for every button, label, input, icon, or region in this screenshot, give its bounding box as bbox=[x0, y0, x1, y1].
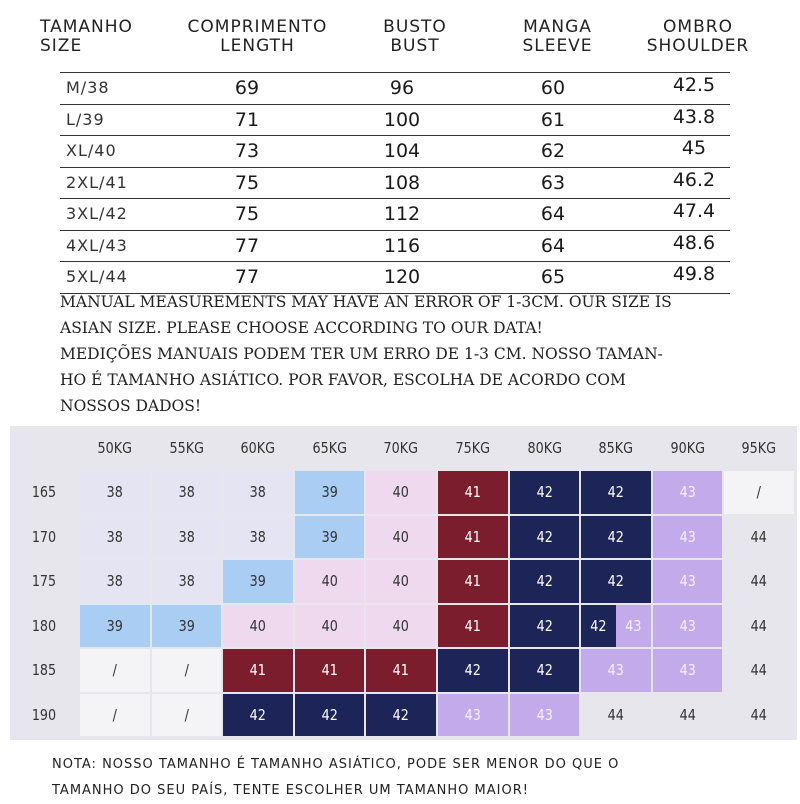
size-cell-label: 38 bbox=[178, 572, 195, 591]
table-row bbox=[60, 72, 730, 104]
size-cell-label: 39 bbox=[249, 572, 267, 591]
header-bust-pt: BUSTO bbox=[383, 17, 447, 37]
size-cell-label: 41 bbox=[464, 616, 481, 635]
shoulder-cell: 42.5 bbox=[672, 74, 716, 96]
size-cell-label: 41 bbox=[321, 661, 338, 680]
note-line: ASIAN SIZE. PLEASE CHOOSE ACCORDING TO OUR DATA! bbox=[60, 319, 543, 337]
length-cell: 69 bbox=[234, 77, 260, 99]
size-cell-label: 39 bbox=[321, 483, 338, 502]
size-cell-label: 42 bbox=[321, 705, 338, 724]
size-cell-label: 42 bbox=[536, 527, 553, 546]
weight-header-label: 70KG bbox=[383, 438, 419, 457]
size-cell-label: / bbox=[757, 483, 762, 502]
bust-cell: 120 bbox=[383, 266, 421, 288]
size-cell-label: 40 bbox=[249, 616, 267, 635]
header-shoulder bbox=[628, 18, 768, 56]
shoulder-cell: 45 bbox=[681, 137, 707, 159]
size-cell-label: 43 bbox=[679, 616, 696, 635]
table-row bbox=[60, 198, 730, 230]
size-cell-label: 44 bbox=[607, 705, 625, 724]
sleeve-cell: 60 bbox=[540, 77, 566, 99]
size-cell-label: 42 bbox=[536, 483, 553, 502]
note-line: MANUAL MEASUREMENTS MAY HAVE AN ERROR OF 1-3CM. OUR SIZE IS bbox=[60, 293, 672, 311]
size-cell: 4XL/43 bbox=[66, 235, 128, 255]
size-cell: 3XL/42 bbox=[66, 204, 128, 223]
size-cell: 2XL/41 bbox=[66, 172, 128, 192]
size-cell-label: 43 bbox=[625, 616, 642, 635]
length-cell: 73 bbox=[234, 140, 260, 162]
bust-cell: 104 bbox=[383, 140, 421, 162]
size-chart-table bbox=[60, 72, 730, 294]
size-cell-label: 42 bbox=[607, 527, 625, 546]
weight-header-label: 65KG bbox=[312, 438, 347, 457]
size-cell-label: 44 bbox=[751, 572, 768, 591]
size-cell-label: / bbox=[112, 661, 117, 680]
size-cell: M/38 bbox=[66, 78, 110, 97]
size-cell-label: 44 bbox=[679, 705, 696, 724]
header-length-pt: COMPRIMENTO bbox=[187, 17, 328, 37]
length-cell: 71 bbox=[234, 108, 260, 131]
size-cell-label: 42 bbox=[249, 705, 267, 724]
sleeve-cell: 65 bbox=[540, 266, 566, 288]
header-size bbox=[40, 18, 165, 56]
size-cell: L/39 bbox=[66, 109, 105, 129]
bottom-note-line: TAMANHO DO SEU PAÍS, TENTE ESCOLHER UM TAMANHO MAIOR! bbox=[52, 783, 529, 798]
header-bust bbox=[365, 18, 465, 56]
size-cell-label: 39 bbox=[178, 616, 195, 635]
size-cell-label: 40 bbox=[393, 483, 410, 502]
size-cell-label: 44 bbox=[751, 527, 768, 546]
size-cell-label: 40 bbox=[321, 616, 338, 635]
size-cell-label: 38 bbox=[178, 483, 195, 502]
size-cell-label: 43 bbox=[679, 527, 696, 546]
size-cell-label: 42 bbox=[536, 572, 553, 591]
size-cell: 5XL/44 bbox=[66, 267, 128, 286]
weight-height-size-grid bbox=[10, 426, 797, 740]
height-header-label: 165 bbox=[31, 483, 57, 502]
weight-header-label: 95KG bbox=[741, 438, 777, 457]
size-cell-label: 41 bbox=[393, 661, 410, 680]
table-row bbox=[60, 167, 730, 199]
shoulder-cell: 48.6 bbox=[672, 231, 716, 254]
size-cell-label: 42 bbox=[393, 705, 410, 724]
sleeve-cell: 64 bbox=[540, 203, 566, 225]
size-cell-label: 38 bbox=[249, 483, 267, 502]
bust-cell: 100 bbox=[383, 108, 421, 131]
size-cell-label: / bbox=[184, 661, 189, 680]
bottom-note-line: NOTA: NOSSO TAMANHO É TAMANHO ASIÁTICO, PODE SER MENOR DO QUE O bbox=[52, 757, 620, 772]
header-length bbox=[170, 18, 345, 56]
size-cell-label: 41 bbox=[464, 527, 481, 546]
bust-cell: 112 bbox=[383, 203, 421, 225]
bust-cell: 96 bbox=[389, 77, 415, 99]
height-header-label: 170 bbox=[31, 527, 57, 546]
size-cell-label: 42 bbox=[536, 661, 553, 680]
length-cell: 75 bbox=[234, 171, 260, 194]
size-chart-header bbox=[0, 18, 800, 62]
size-cell-label: 43 bbox=[464, 705, 481, 724]
size-cell-label: 38 bbox=[106, 483, 123, 502]
size-cell-label: 40 bbox=[393, 527, 410, 546]
height-header-label: 185 bbox=[31, 661, 57, 680]
note-line: HO É TAMANHO ASIÁTICO. POR FAVOR, ESCOLHA DE ACORDO COM bbox=[60, 371, 626, 389]
table-row bbox=[60, 135, 730, 167]
weight-header-label: 85KG bbox=[598, 438, 634, 457]
height-header-label: 175 bbox=[31, 572, 57, 591]
length-cell: 77 bbox=[234, 266, 260, 288]
size-cell-label: 43 bbox=[679, 661, 696, 680]
size-cell-label: 41 bbox=[464, 483, 481, 502]
size-cell-label: 38 bbox=[106, 527, 123, 546]
length-cell: 75 bbox=[234, 203, 260, 225]
header-sleeve-en: SLEEVE bbox=[522, 36, 593, 56]
header-size-en: SIZE bbox=[40, 36, 83, 56]
size-cell-label: 40 bbox=[321, 572, 338, 591]
size-cell-label: 39 bbox=[106, 616, 123, 635]
length-cell: 77 bbox=[234, 234, 260, 257]
size-cell-label: 40 bbox=[393, 572, 410, 591]
size-cell-label: / bbox=[184, 705, 189, 724]
size-cell-label: 42 bbox=[464, 661, 481, 680]
weight-header-label: 50KG bbox=[97, 438, 133, 457]
sleeve-cell: 64 bbox=[540, 234, 566, 257]
size-cell-label: 41 bbox=[464, 572, 481, 591]
shoulder-cell: 47.4 bbox=[672, 200, 716, 222]
bottom-note bbox=[52, 752, 792, 804]
header-shoulder-pt: OMBRO bbox=[663, 17, 733, 37]
weight-header-label: 55KG bbox=[169, 438, 204, 457]
size-cell-label: 43 bbox=[607, 661, 625, 680]
bust-cell: 108 bbox=[383, 171, 421, 194]
table-row bbox=[60, 230, 730, 262]
note-line: NOSSOS DADOS! bbox=[60, 397, 202, 415]
size-cell-label: 42 bbox=[590, 616, 607, 635]
size-cell-label: 41 bbox=[249, 661, 267, 680]
size-cell-label: 44 bbox=[751, 705, 768, 724]
sleeve-cell: 62 bbox=[540, 140, 566, 162]
note-line: MEDIÇÕES MANUAIS PODEM TER UM ERRO DE 1-3 CM. NOSSO TAMAN- bbox=[60, 345, 663, 363]
weight-header-label: 80KG bbox=[527, 438, 562, 457]
shoulder-cell: 46.2 bbox=[672, 168, 716, 191]
size-cell-label: 38 bbox=[178, 527, 195, 546]
size-cell-label: / bbox=[112, 705, 117, 724]
sleeve-cell: 63 bbox=[540, 171, 566, 194]
measurement-notes bbox=[60, 289, 760, 419]
shoulder-cell: 49.8 bbox=[672, 263, 716, 285]
size-cell-label: 43 bbox=[536, 705, 553, 724]
size-cell-label: 42 bbox=[607, 483, 625, 502]
table-row bbox=[60, 104, 730, 136]
size-cell-label: 44 bbox=[751, 661, 768, 680]
size-cell-label: 42 bbox=[607, 572, 625, 591]
size-cell-label: 39 bbox=[321, 527, 338, 546]
size-cell-label: 40 bbox=[393, 616, 410, 635]
height-header-label: 190 bbox=[31, 705, 57, 724]
size-cell-label: 44 bbox=[751, 616, 768, 635]
weight-header-label: 60KG bbox=[240, 438, 276, 457]
header-bust-en: BUST bbox=[390, 36, 440, 56]
size-cell: XL/40 bbox=[66, 141, 117, 160]
size-cell-label: 38 bbox=[249, 527, 267, 546]
grid-corner bbox=[10, 426, 78, 469]
header-sleeve-pt: MANGA bbox=[523, 17, 592, 37]
weight-header-label: 75KG bbox=[455, 438, 491, 457]
height-header-label: 180 bbox=[31, 616, 57, 635]
sleeve-cell: 61 bbox=[540, 108, 566, 131]
size-cell-label: 43 bbox=[679, 483, 696, 502]
size-cell-label: 42 bbox=[536, 616, 553, 635]
size-cell-label: 38 bbox=[106, 572, 123, 591]
size-cell-label: 43 bbox=[679, 572, 696, 591]
header-size-pt: TAMANHO bbox=[40, 17, 133, 37]
shoulder-cell: 43.8 bbox=[672, 105, 716, 128]
header-shoulder-en: SHOULDER bbox=[646, 36, 750, 56]
bust-cell: 116 bbox=[383, 234, 421, 257]
header-length-en: LENGTH bbox=[220, 36, 295, 56]
header-sleeve bbox=[500, 18, 615, 56]
weight-header-label: 90KG bbox=[670, 438, 705, 457]
